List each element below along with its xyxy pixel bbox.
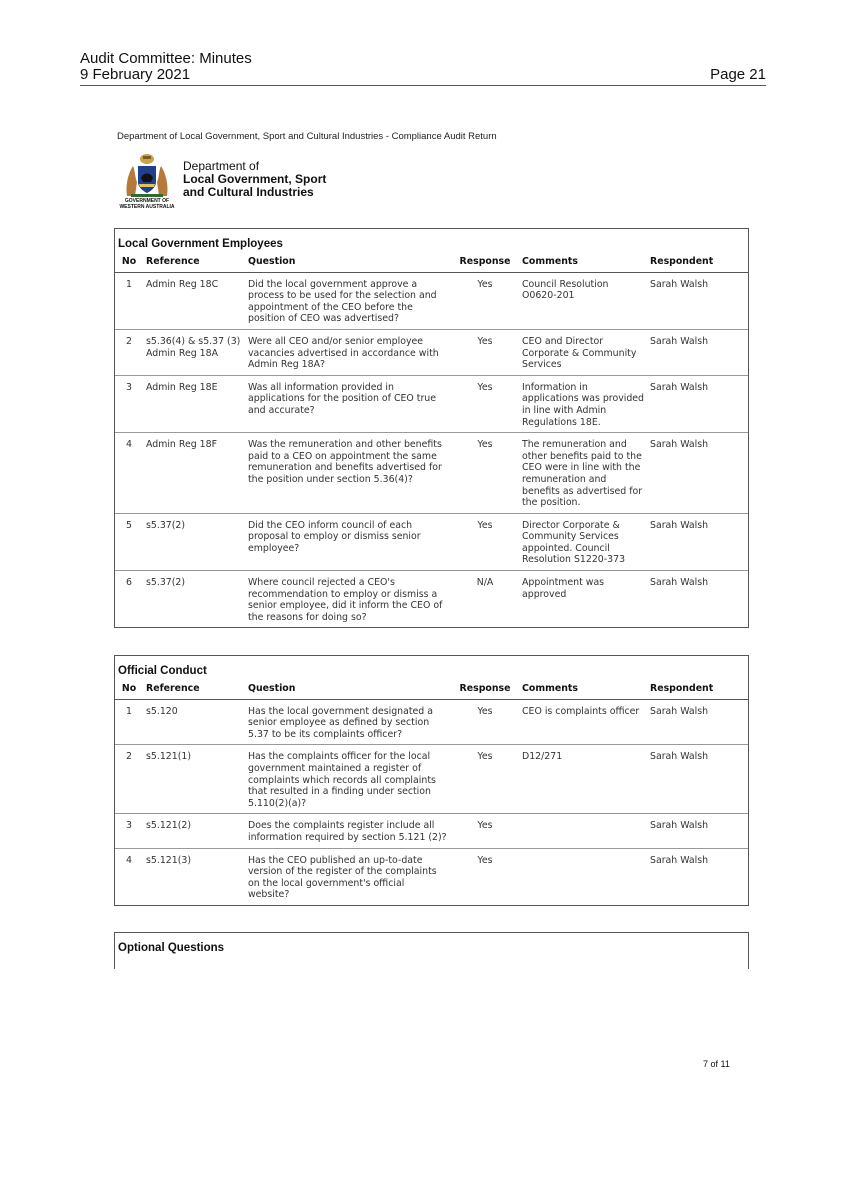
cell-no: 2 xyxy=(115,745,143,814)
cell-response: Yes xyxy=(451,745,519,814)
cell-respondent: Sarah Walsh xyxy=(647,375,748,432)
table-row xyxy=(115,848,748,905)
cell-no: 4 xyxy=(115,433,143,514)
cell-ref: Admin Reg 18C xyxy=(143,272,245,329)
cell-response: Yes xyxy=(451,433,519,514)
column-header: Question xyxy=(245,680,451,699)
cell-no: 3 xyxy=(115,375,143,432)
table-row xyxy=(115,272,748,329)
cell-respondent: Sarah Walsh xyxy=(647,513,748,570)
cell-response: Yes xyxy=(451,513,519,570)
table-row xyxy=(115,329,748,375)
table-row xyxy=(115,699,748,745)
cell-ref: s5.121(3) xyxy=(146,854,192,866)
compliance-table xyxy=(115,253,748,627)
cell-comments: CEO and Director Corporate & Community Services xyxy=(519,329,647,375)
cell-comments xyxy=(519,814,647,848)
column-header: Reference xyxy=(143,253,245,272)
cell-respondent: Sarah Walsh xyxy=(647,699,748,745)
cell-no: 4 xyxy=(126,854,132,866)
cell-respondent: Sarah Walsh xyxy=(650,854,709,866)
cell-no: 1 xyxy=(115,699,143,745)
cell-no: 5 xyxy=(115,513,143,570)
cell-comments: Council Resolution O0620-201 xyxy=(519,272,647,329)
column-header: Comments xyxy=(519,680,647,699)
cell-response: Yes xyxy=(451,272,519,329)
cell-no: 3 xyxy=(115,814,143,848)
cell-respondent: Sarah Walsh xyxy=(647,272,748,329)
cell-comments: Director Corporate & Community Services appointed. Council Resolution S1220-373 xyxy=(519,513,647,570)
cell-respondent: Sarah Walsh xyxy=(647,814,748,848)
cell-comments: D12/271 xyxy=(519,745,647,814)
document-subtitle: Department of Local Government, Sport and Cultural Industries - Compliance Audit Return xyxy=(117,131,497,142)
cell-no: 1 xyxy=(115,272,143,329)
section-title: Local Government Employees xyxy=(118,238,283,250)
table-row xyxy=(115,745,748,814)
page-header xyxy=(80,51,766,83)
cell-comments: Information in applications was provided in line with Admin Regulations 18E. xyxy=(519,375,647,432)
cell-ref: s5.36(4) & s5.37 (3) Admin Reg 18A xyxy=(143,329,245,375)
department-logo xyxy=(117,152,347,214)
table-row xyxy=(115,513,748,570)
compliance-table xyxy=(115,680,748,905)
table-body xyxy=(115,272,748,627)
cell-response: Yes xyxy=(451,329,519,375)
column-header: No xyxy=(115,253,143,272)
section-official-conduct xyxy=(114,655,749,906)
table-row xyxy=(115,375,748,432)
section-local-government-employees xyxy=(114,228,749,628)
column-header: Question xyxy=(245,253,451,272)
cell-ref: s5.121(1) xyxy=(143,745,245,814)
column-header: Response xyxy=(451,253,519,272)
cell-ref: s5.120 xyxy=(143,699,245,745)
header-date: 9 February 2021 xyxy=(80,66,191,83)
cell-no: 2 xyxy=(115,329,143,375)
column-header: No xyxy=(115,680,143,699)
header-rule xyxy=(80,85,766,86)
column-header: Respondent xyxy=(647,680,748,699)
column-header: Response xyxy=(451,680,519,699)
cell-respondent: Sarah Walsh xyxy=(647,745,748,814)
cell-question: Did the CEO inform council of each proposal to employ or dismiss senior employee? xyxy=(245,513,451,570)
cell-question: Did the local government approve a process to be used for the selection and appointment of the CEO before the position of CEO was advertised? xyxy=(245,272,451,329)
column-header: Respondent xyxy=(647,253,748,272)
cell-question: Was all information provided in applications for the position of CEO true and accurate? xyxy=(245,375,451,432)
cell-no: 6 xyxy=(126,577,132,589)
table-row xyxy=(115,814,748,848)
cell-question: Has the CEO published an up-to-date version of the register of the complaints on the local government's official website? xyxy=(248,854,437,901)
cell-response: N/A xyxy=(476,577,494,589)
table-body xyxy=(115,699,748,905)
table-header-row xyxy=(115,680,748,699)
cell-question: Were all CEO and/or senior employee vacancies advertised in accordance with Admin Reg 18A? xyxy=(245,329,451,375)
section-title: Optional Questions xyxy=(118,942,225,954)
table-header-row xyxy=(115,253,748,272)
cell-question: Has the local government designated a senior employee as defined by section 5.37 to be its complaints officer? xyxy=(245,699,451,745)
table-row xyxy=(115,433,748,514)
header-title: Audit Committee: Minutes xyxy=(80,50,252,67)
government-caption: GOVERNMENT OF WESTERN AUSTRALIA xyxy=(119,198,175,210)
cell-comments: CEO is complaints officer xyxy=(519,699,647,745)
cell-ref: Admin Reg 18F xyxy=(143,433,245,514)
department-name: Department of Local Government, Sport and Cultural Industries xyxy=(183,159,327,199)
header-page-number: Page 21 xyxy=(710,66,766,83)
cell-question: Does the complaints register include all information required by section 5.121 (2)? xyxy=(245,814,451,848)
cell-ref: s5.37(2) xyxy=(143,513,245,570)
cell-respondent: Sarah Walsh xyxy=(647,433,748,514)
cell-comments xyxy=(519,848,647,905)
cell-comments: Appointment was approved xyxy=(522,577,605,600)
page-footer-counter: 7 of 11 xyxy=(703,1059,730,1069)
column-header: Comments xyxy=(519,253,647,272)
cell-respondent: Sarah Walsh xyxy=(650,577,709,589)
cell-response: Yes xyxy=(451,375,519,432)
cell-ref: s5.37(2) xyxy=(146,577,186,589)
table-row xyxy=(115,571,748,628)
cell-question: Has the complaints officer for the local government maintained a register of complaints which records all complaints that resulted in a finding under section 5.110(2)(a)? xyxy=(245,745,451,814)
section-optional-questions xyxy=(114,932,749,969)
coat-of-arms-icon xyxy=(121,152,173,198)
cell-question: Where council rejected a CEO's recommendation to employ or dismiss a senior employee, did it inform the CEO of the reasons for doing so? xyxy=(248,577,443,623)
cell-response: Yes xyxy=(451,699,519,745)
cell-respondent: Sarah Walsh xyxy=(647,329,748,375)
cell-question: Was the remuneration and other benefits paid to a CEO on appointment the same remuneration and benefits advertised for the position under section 5.36(4)? xyxy=(245,433,451,514)
cell-ref: Admin Reg 18E xyxy=(143,375,245,432)
cell-response: Yes xyxy=(477,854,493,866)
section-title: Official Conduct xyxy=(118,665,207,677)
column-header: Reference xyxy=(143,680,245,699)
cell-comments: The remuneration and other benefits paid to the CEO were in line with the remuneration and benefits as advertised for the position. xyxy=(519,433,647,514)
cell-response: Yes xyxy=(451,814,519,848)
cell-ref: s5.121(2) xyxy=(143,814,245,848)
